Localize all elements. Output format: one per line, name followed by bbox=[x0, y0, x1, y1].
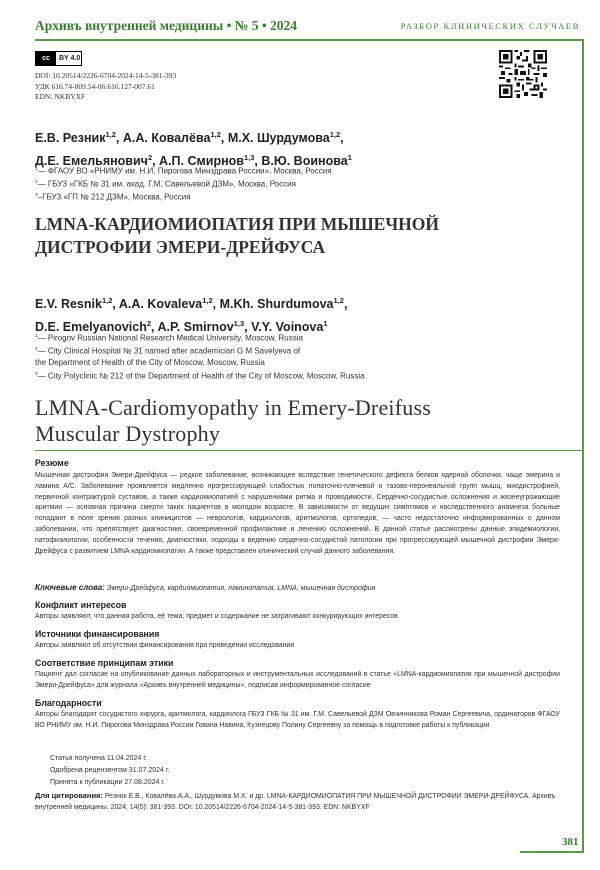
authors-en-line1: E.V. Resnik$^{1,2}$, A.A. Kovaleva$^{1,2}$, M.Kh. Shurdumova$^{1,2}$, bbox=[35, 296, 348, 312]
affiliation-en-3: $^3$— City Polyclinic № 212 of the Department of Health of the City of Moscow, Moscow, Russia bbox=[35, 371, 365, 381]
citation-label: Для цитирования: bbox=[35, 791, 103, 800]
keywords-label: Ключевые слова: bbox=[35, 583, 105, 592]
acknowledgments-heading: Благодарности bbox=[35, 698, 102, 708]
keywords bbox=[35, 583, 560, 592]
affiliation-ru-3: $^3$–ГБУЗ «ГП № 212 ДЗМ», Москва, Россия bbox=[35, 192, 191, 202]
section-title: РАЗБОР КЛИНИЧЕСКИХ СЛУЧАЕВ bbox=[400, 21, 580, 31]
right-rule bbox=[582, 39, 584, 851]
cc-license-label: BY 4.0 bbox=[59, 55, 81, 62]
date-accepted: Принята к публикации 27.08.2024 г. bbox=[50, 779, 166, 786]
conflict-text: Авторы заявляют, что данная работа, её тема, предмет и содержание не затрагивают конкурирующих интересов bbox=[35, 613, 398, 620]
acknowledgments-text: Авторы благодарят сосудистого хирурга, аритмолога, кардиолога ГБУЗ ГКБ № 31 им. Г.М. Савельевой ДЗМ Овчинникова Роман Сергеевича, ординаторов ФГАОУ ВО РНИМУ им. Н.И. Пирогова Минздрава России Гована Навина, Кузнецову Полину Сергеевну за помощь в подготовке работы к публикации bbox=[35, 711, 560, 729]
citation-text: Резник Е.В., Ковалёва А.А., Шурдумова М.Х. и др. LMNA-КАРДИОМИОПАТИЯ ПРИ МЫШЕЧНОЙ ДИСТРОФИИ ЭМЕРИ-ДРЕЙФУСА. Архивъ внутренней медицины. 2024; 14(5): 381-393. DOI: 10.20514/2226-6704-2024-14-5-381-393. EDN: NKBYXF bbox=[35, 793, 556, 811]
ethics-heading: Соответствие принципам этики bbox=[35, 658, 174, 668]
abstract-text: Мышечная дистрофия Эмери-Дрейфуса — редкое заболевание, возникающее вследствие генетического дефекта белков ядерной оболочки, чаще эмерина и ламина А/С. Заболевание проявляется медленно прогрессирующей слабостью лопаточно-плечевой и тазово-перонеальной групп мышц, миодистрофией, первичной контрактурой суставов, а также кардиомиопатией с нарушениями ритма и проводимости. Сердечно-сосудистые осложнения и жизнеугрожающие аритмии — основная причина смерти таких пациентов в молодом возрасте. В зависимости от ведущих симптомов и наследственного анамнеза больные попадают в поле зрения разных клиницистов — неврологов, кардиологов, аритмологов, ортопедов, — часто недостаточно информированных о данном заболевании, что препятствует диагностике, своевременной профилактике и лечению осложнений. В данной статье рассмотрены данные эпидемиологии, патофизиологии, особенности течения, диагностики, подходы к ведению сердечно-сосудистой патологии при прогрессирующей мышечной дистрофии Эмери-Дрейфуса с развитием LMNA-кардиомиопатии. А также представлен клинический случай данного заболевания. bbox=[35, 472, 560, 555]
qr-code-icon bbox=[499, 50, 547, 98]
title-rule bbox=[35, 450, 583, 451]
cc-license-badge[interactable] bbox=[35, 51, 82, 66]
date-reviewed: Одобрена рецензентом 31.07.2024 г. bbox=[50, 767, 170, 774]
article-title-en: LMNA-Cardiomyopathy in Emery-Dreifuss Muscular Dystrophy bbox=[35, 395, 431, 446]
article-dates bbox=[50, 753, 170, 789]
affiliation-en-1: $^1$— Pirogov Russian National Research Medical University, Moscow, Russia bbox=[35, 333, 303, 343]
edn-code: EDN: NKBYXF bbox=[35, 92, 86, 101]
journal-title: Архивъ внутренней медицины • № 5 • 2024 bbox=[35, 18, 297, 33]
affiliation-en-2: $^2$— City Clinical Hospital № 31 named after academician G M Savelyeva of bbox=[35, 346, 301, 356]
bottom-rule bbox=[520, 851, 584, 853]
page-number: 381 bbox=[562, 836, 579, 848]
affiliation-en-2b: the Department of Health of the City of Moscow, Moscow, Russia bbox=[35, 358, 265, 368]
funding-heading: Источники финансирования bbox=[35, 629, 160, 639]
doi-link[interactable]: DOI: 10.20514/2226-6704-2024-14-5-381-393 bbox=[35, 71, 177, 80]
date-received: Статья получена 11.04.2024 г. bbox=[50, 755, 147, 762]
keywords-text: Эмери-Дрейфуса, кардиомиопатия, ламинопатия, LMNA, мышечная дистрофия bbox=[106, 585, 376, 592]
authors-en-line2: D.E. Emelyanovich$^2$, A.P. Smirnov$^{1,3}$, V.Y. Voinova$^1$ bbox=[35, 319, 328, 335]
identifiers bbox=[35, 71, 176, 103]
conflict-heading: Конфликт интересов bbox=[35, 600, 127, 610]
abstract-heading: Резюме bbox=[35, 458, 69, 468]
citation bbox=[35, 791, 560, 814]
ethics-text: Пациент дал согласие на опубликование данных лабораторных и инструментальных исследований в статье «LMNA-кардиомиопатия при мышечной дистрофии Эмери-Дрейфуса» для журнала «Архивъ внутренней медицины», подписав информированное согласие bbox=[35, 671, 560, 689]
authors-ru-line1: Е.В. Резник$^{1,2}$, А.А. Ковалёва$^{1,2}$, М.Х. Шурдумова$^{1,2}$, bbox=[35, 130, 344, 146]
affiliation-ru-2: $^2$— ГБУЗ «ГКБ № 31 им. акад. Г.М. Савельевой ДЗМ», Москва, Россия bbox=[35, 179, 296, 189]
funding-text: Авторы заявляют об отсутствии финансирования при проведении исследования bbox=[35, 642, 295, 649]
authors-ru-line2: Д.Е. Емельянович$^2$, А.П. Смирнов$^{1,3}$, В.Ю. Воинова$^1$ bbox=[35, 153, 352, 169]
udk-code: УДК 616.74-009.54-06:616.127-007.61 bbox=[35, 81, 155, 91]
affiliations-ru bbox=[35, 164, 555, 203]
running-header bbox=[35, 18, 580, 38]
cc-icon: cc bbox=[36, 52, 56, 65]
affiliation-ru-1: $^1$— ФГАОУ ВО «РНИМУ им. Н.И. Пирогова Минздрава России», Москва, Россия bbox=[35, 166, 332, 176]
affiliations-en bbox=[35, 331, 555, 382]
article-title-ru: LMNA-КАРДИОМИОПАТИЯ ПРИ МЫШЕЧНОЙ ДИСТРОФИИ ЭМЕРИ-ДРЕЙФУСА bbox=[35, 214, 440, 257]
top-rule bbox=[35, 39, 583, 41]
